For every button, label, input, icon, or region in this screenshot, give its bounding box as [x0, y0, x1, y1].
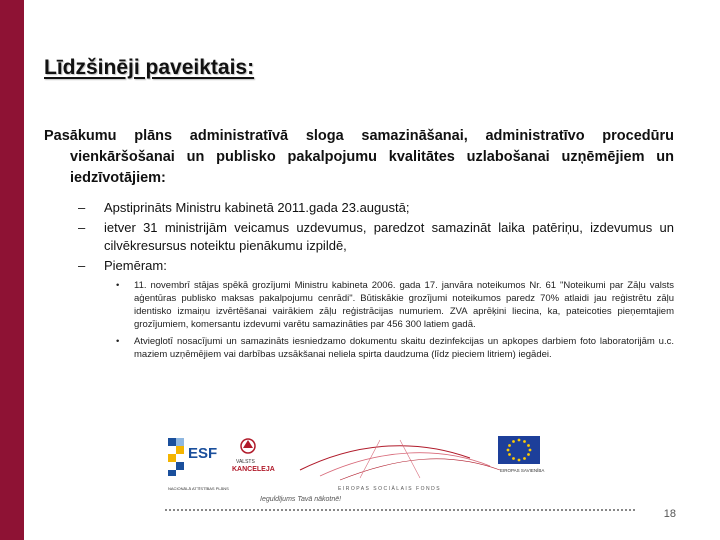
- bullet-marker: •: [116, 336, 120, 347]
- kanceleja-line1: VALSTS: [236, 459, 255, 465]
- esf-caption: NACIONĀLĀ ATTĪSTĪBAS PLĀNS: [168, 486, 229, 491]
- list-item-text: Apstiprināts Ministru kabinetā 2011.gada 23.augustā;: [104, 200, 410, 215]
- example-item: [44, 335, 674, 361]
- fund-ribbon: [300, 440, 500, 492]
- fund-text: EIROPAS SOCIĀLAIS FONDS: [338, 486, 442, 492]
- bullet-marker: •: [116, 280, 120, 291]
- dash-marker: –: [78, 258, 86, 273]
- slide-title: Līdzšinēji paveiktais:: [44, 56, 255, 79]
- list-item: [44, 199, 674, 217]
- dash-marker: –: [78, 220, 86, 235]
- list-item: [44, 257, 674, 275]
- list-item-text: Piemēram:: [104, 258, 167, 273]
- left-accent-bar: [0, 0, 24, 540]
- example-text: 11. novembrī stājas spēkā grozījumi Ministru kabineta 2006. gada 17. janvāra noteikumos Nr. 61 "Noteikumi par Zāļu valsts aģentūras publisko maksas pakalpojumu cenrādi". Būtiskākie grozījumi noteikumos paredz 70% atlaidi jau reģistrētu zāļu identisko izmaiņu izvērtēšanai vairākiem zāļu reģistrācijas numuriem. ZVA aprēķini liecina, ka, pateicoties pieņemtajiem grozījumiem, komersantu izdevumi varētu samazināties par 456 300 latiem gadā.: [134, 280, 674, 330]
- esf-text: ESF: [188, 445, 218, 462]
- valsts-kanceleja-logo: [232, 439, 275, 473]
- example-item: [44, 279, 674, 331]
- list-item-text: ietver 31 ministrijām veicamus uzdevumus, paredzot samazināt laika patēriņu, izdevumus un cilvēkresursus noteiktu pienākumu izpildē,: [104, 220, 674, 253]
- example-text: Atvieglotī nosacījumi un samazināts iesniedzamo dokumentu skaitu dezinfekcijas un apkopes darbiem foto laboratorijām u.c. maziem uzņēmējiem vai darbības uzsākšanai neliela spirta daudzuma (līdz pieciem litriem) iegādei.: [134, 336, 674, 360]
- slogan: Ieguldījums Tavā nākotnē!: [260, 496, 342, 503]
- dash-marker: –: [78, 200, 86, 215]
- slide-body: [44, 126, 674, 361]
- esf-logo: [168, 438, 229, 491]
- footer-dotted-line: [165, 509, 635, 511]
- page-number: 18: [663, 508, 676, 520]
- lead-paragraph: Pasākumu plāns administratīvā sloga samazināšanai, administratīvo procedūru vienkāršošanai un publisko pakalpojumu kvalitātes uzlabošanai uzņēmējiem un iedzīvotājiem:: [44, 128, 674, 186]
- list-item: [44, 219, 674, 255]
- kanceleja-line2: KANCELEJA: [232, 466, 275, 473]
- eu-flag-logo: [498, 436, 544, 473]
- eu-stars-icon: [507, 439, 532, 462]
- eu-caption: EIROPAS SAVIENĪBA: [500, 468, 545, 473]
